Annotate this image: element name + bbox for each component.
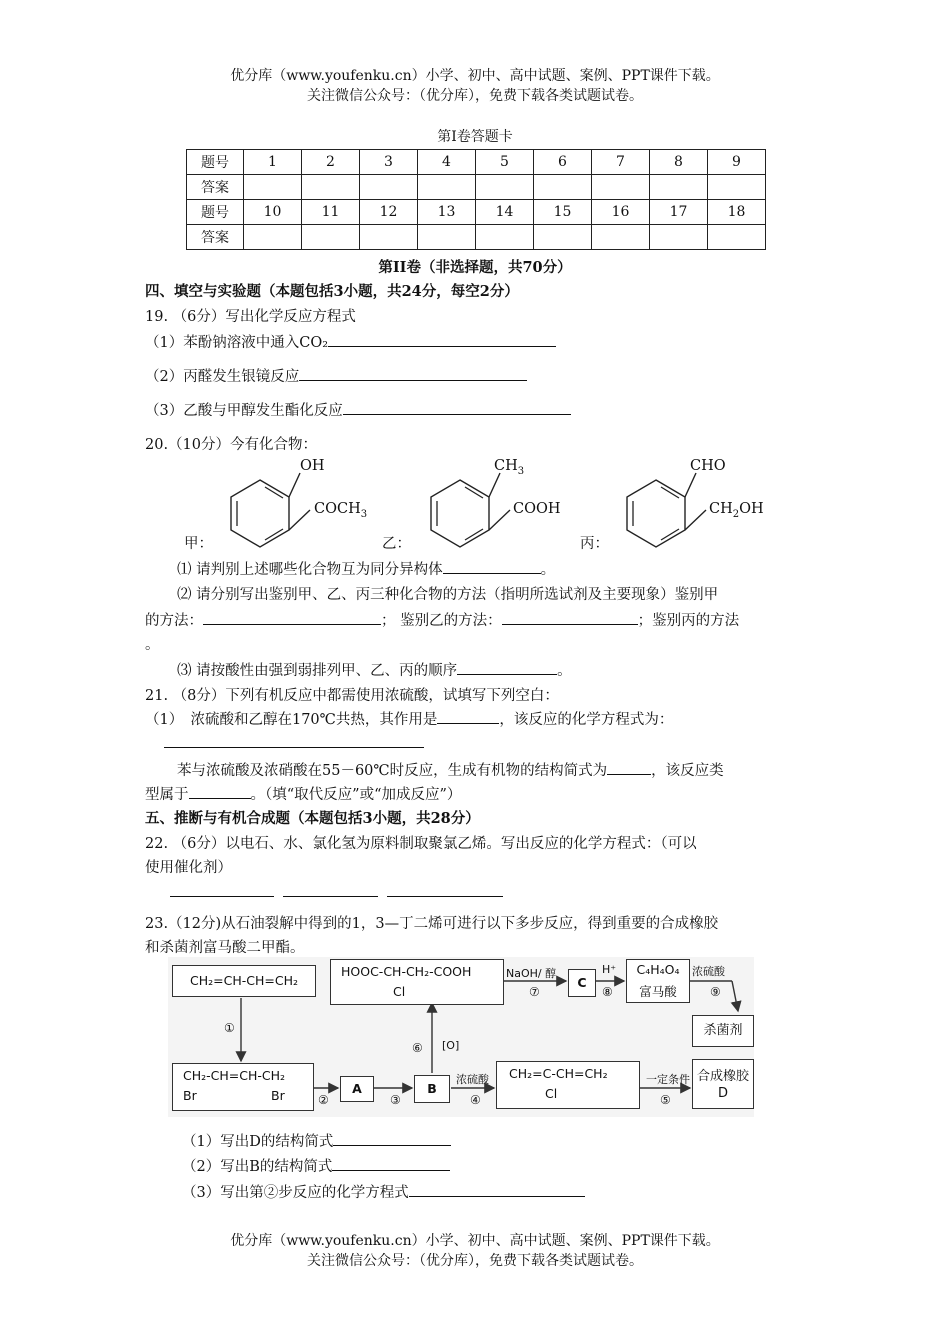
dibromo-br1: Br (183, 1088, 197, 1103)
q21-i1b: ，该反应的化学方程式为： (499, 712, 674, 728)
oxidation-label: [O] (442, 1039, 460, 1052)
answer-cell[interactable] (302, 225, 360, 250)
question-number-cell: 12 (360, 200, 418, 225)
question-number-cell: 16 (592, 200, 650, 225)
q20-sub-2 (145, 609, 739, 630)
answer-cell[interactable] (418, 225, 476, 250)
rubber-label: 合成橡胶 (696, 1069, 749, 1084)
fumaric-box (626, 959, 690, 1003)
bing-label: 丙： (580, 536, 609, 552)
answer-cell[interactable] (534, 225, 592, 250)
header-line-2: 关注微信公众号：（优分库），免费下载各类试题试卷。 (307, 88, 643, 104)
answer-blank[interactable] (164, 732, 424, 748)
rubber-box (692, 1059, 754, 1109)
jia-coch-label: COCH (314, 501, 361, 517)
q23-p3-text: （3）写出第②步反应的化学方程式 (182, 1185, 409, 1201)
footer-line-2: 关注微信公众号：（优分库），免费下载各类试题试卷。 (307, 1253, 643, 1269)
h-plus-label: H⁺ (602, 963, 617, 976)
question-number-cell: 10 (244, 200, 302, 225)
q21-i1a: （1） 浓硫酸和乙醇在170℃共热，其作用是 (145, 712, 438, 728)
answer-cell[interactable] (302, 175, 360, 200)
q23-line-2: 和杀菌剂富马酸二甲酯。 (145, 940, 305, 956)
q21-stem: 21. （8分）下列有机反应中都需使用浓硫酸，试填写下列空白： (145, 688, 559, 704)
step-9: ⑨ (710, 985, 721, 999)
bing-ch-label: CH (709, 501, 733, 517)
q19-item-3-text: （3）乙酸与甲醇发生酯化反应 (145, 403, 343, 419)
q23-line-1: 23.（12分)从石油裂解中得到的1，3—丁二烯可进行以下多步反应，得到重要的合成橡胶 (145, 916, 719, 932)
question-number-cell: 3 (360, 150, 418, 175)
q23-part-2 (182, 1155, 450, 1176)
q21-i2d: 。（填“取代反应”或“加成反应”） (250, 787, 462, 803)
answer-blank[interactable] (170, 881, 274, 897)
answer-blank[interactable] (283, 881, 378, 897)
question-number-cell: 2 (302, 150, 360, 175)
q20-sub-1 (177, 558, 555, 579)
hooc-box (330, 959, 504, 1005)
chloroprene-box (496, 1061, 640, 1109)
section5-title: 五、推断与有机合成题（本题包括3小题，共28分） (145, 810, 480, 827)
answer-blank[interactable] (387, 881, 503, 897)
q20-s3-end: 。 (557, 663, 572, 679)
answer-label: 答案 (187, 225, 244, 250)
fumaric-label: 富马酸 (639, 984, 677, 999)
answer-blank[interactable] (502, 609, 638, 625)
jia-side-group (314, 501, 367, 520)
q20-s3-text: ⑶ 请按酸性由强到弱排列甲、乙、丙的顺序 (177, 663, 458, 679)
q19-item-3 (145, 399, 571, 420)
q23-p1-text: （1）写出D的结构简式 (182, 1134, 334, 1150)
dibromo-box (172, 1063, 314, 1111)
naoh-label: NaOH/ 醇 (506, 967, 557, 980)
c-box: C (568, 969, 596, 997)
answer-cell[interactable] (244, 225, 302, 250)
question-number-label: 题号 (187, 150, 244, 175)
q21-i2c: 型属于 (145, 787, 189, 803)
step-8: ⑧ (602, 985, 613, 999)
q21-item-1 (145, 708, 673, 729)
q19-item-2 (145, 365, 527, 386)
a-box: A (340, 1076, 374, 1102)
condition-label: 一定条件 (646, 1073, 690, 1086)
q20-stem: 20.（10分）今有化合物： (145, 437, 318, 453)
bing-oh-label: OH (739, 501, 764, 517)
answer-blank[interactable] (332, 1155, 450, 1171)
answer-cell[interactable] (534, 175, 592, 200)
question-number-cell: 7 (592, 150, 650, 175)
q19-item-1 (145, 331, 556, 352)
answer-blank[interactable] (409, 1181, 585, 1197)
jia-sub: 3 (360, 508, 368, 520)
answer-blank[interactable] (333, 1130, 451, 1146)
question-number-cell: 17 (650, 200, 708, 225)
question-number-cell: 9 (708, 150, 766, 175)
answer-cell[interactable] (360, 225, 418, 250)
q23-p2-text: （2）写出B的结构简式 (182, 1159, 333, 1175)
answer-cell[interactable] (476, 225, 534, 250)
question-number-cell: 18 (708, 200, 766, 225)
q20-s2e: 。 (145, 637, 160, 653)
q20-sub-3 (177, 659, 572, 680)
yi-cooh-label: COOH (513, 501, 561, 517)
answer-cell[interactable] (708, 175, 766, 200)
butadiene-box: CH₂=CH-CH=CH₂ (172, 965, 316, 997)
step-3: ③ (390, 1093, 401, 1107)
q20-s2b-text: 的方法： (145, 613, 203, 629)
footer-line-1: 优分库（www.youfenku.cn）小学、初中、高中试题、案例、PPT课件下载。 (230, 1233, 720, 1249)
q20-s1-end: 。 (540, 562, 556, 578)
step-4: ④ (470, 1093, 481, 1107)
answer-cell[interactable] (650, 225, 708, 250)
q20-s2c-text: ； 鉴别乙的方法： (381, 613, 502, 629)
bing-ch2oh-group (709, 501, 764, 520)
q21-item-2 (177, 759, 724, 780)
q22-line-2: 使用催化剂） (145, 860, 232, 876)
answer-blank[interactable] (328, 331, 556, 347)
question-number-cell: 1 (244, 150, 302, 175)
yi-ch-label: CH (494, 458, 518, 474)
step-7: ⑦ (529, 985, 540, 999)
answer-blank[interactable] (607, 759, 651, 775)
dibromo-formula: CH₂-CH=CH-CH₂ (183, 1068, 286, 1083)
q19-stem: 19. （6分）写出化学反应方程式 (145, 309, 356, 325)
q20-s1-text: ⑴ 请判别上述哪些化合物互为同分异构体 (177, 562, 443, 578)
conc-acid-4-label: 浓硫酸 (456, 1073, 489, 1086)
answer-cell[interactable] (592, 175, 650, 200)
answer-cell[interactable] (418, 175, 476, 200)
answer-cell[interactable] (244, 175, 302, 200)
fungicide-box: 杀菌剂 (692, 1015, 754, 1047)
jia-oh-label: OH (300, 458, 325, 474)
c4h4o4-formula: C₄H₄O₄ (636, 962, 680, 977)
q21-i2b: ，该反应类 (651, 763, 724, 779)
conc-acid-9-label: 浓硫酸 (692, 965, 725, 978)
yi-label: 乙： (382, 536, 411, 552)
step-6: ⑥ (412, 1041, 423, 1055)
answer-blank[interactable] (437, 708, 499, 724)
answer-blank[interactable] (457, 659, 557, 675)
question-number-cell: 13 (418, 200, 476, 225)
q19-item-2-text: （2）丙醛发生银镜反应 (145, 369, 300, 385)
answer-cell[interactable] (708, 225, 766, 250)
yi-ch3-group (494, 458, 524, 477)
bing-cho-label: CHO (690, 458, 726, 474)
chloroprene-formula: CH₂=C-CH=CH₂ (509, 1066, 608, 1081)
question-number-cell: 5 (476, 150, 534, 175)
dibromo-br2: Br (271, 1088, 285, 1103)
answer-cell[interactable] (592, 225, 650, 250)
answer-cell[interactable] (650, 175, 708, 200)
q19-item-1-text: （1）苯酚钠溶液中通入CO₂ (145, 335, 329, 351)
answer-cell[interactable] (476, 175, 534, 200)
question-number-cell: 6 (534, 150, 592, 175)
q21-item-2-cont (145, 783, 461, 804)
q22-line-1: 22. （6分）以电石、水、氯化氢为原料制取聚氯乙烯。写出反应的化学方程式：（可以 (145, 836, 697, 852)
reaction-flowchart (168, 957, 754, 1117)
hooc-cl: Cl (393, 984, 406, 999)
step-5: ⑤ (660, 1093, 671, 1107)
jia-label: 甲： (184, 536, 213, 552)
step-2: ② (318, 1093, 329, 1107)
answer-cell[interactable] (360, 175, 418, 200)
answer-card-table (186, 149, 766, 250)
part2-title: 第II卷（非选择题，共70分） (378, 259, 572, 276)
b-box: B (414, 1075, 450, 1103)
question-number-label: 题号 (187, 200, 244, 225)
question-number-cell: 4 (418, 150, 476, 175)
section4-title: 四、填空与实验题（本题包括3小题，共24分，每空2分） (145, 283, 519, 300)
q20-s2a: ⑵ 请分别写出鉴别甲、乙、丙三种化合物的方法（指明所选试剂及主要现象）鉴别甲 (177, 587, 719, 603)
question-number-cell: 14 (476, 200, 534, 225)
question-number-cell: 8 (650, 150, 708, 175)
answer-blank[interactable] (189, 783, 251, 799)
q23-part-1 (182, 1130, 451, 1151)
yi-sub: 3 (517, 465, 525, 477)
q20-s2d-text: ；鉴别丙的方法 (637, 613, 740, 629)
hooc-formula: HOOC-CH-CH₂-COOH (341, 964, 472, 979)
bing-sub: 2 (732, 508, 740, 520)
answer-blank[interactable] (203, 609, 381, 625)
answer-card-title: 第I卷答题卡 (437, 129, 513, 145)
answer-blank[interactable] (299, 365, 527, 381)
answer-blank[interactable] (443, 558, 541, 574)
q21-i2a: 苯与浓硫酸及浓硝酸在55－60℃时反应，生成有机物的结构简式为 (177, 763, 608, 779)
rubber-d: D (717, 1086, 728, 1101)
q23-part-3 (182, 1181, 585, 1202)
answer-label: 答案 (187, 175, 244, 200)
question-number-cell: 11 (302, 200, 360, 225)
step-1: ① (224, 1021, 235, 1035)
answer-blank[interactable] (343, 399, 571, 415)
header-line-1: 优分库（www.youfenku.cn）小学、初中、高中试题、案例、PPT课件下载。 (230, 68, 720, 84)
chloroprene-cl: Cl (545, 1086, 558, 1101)
question-number-cell: 15 (534, 200, 592, 225)
